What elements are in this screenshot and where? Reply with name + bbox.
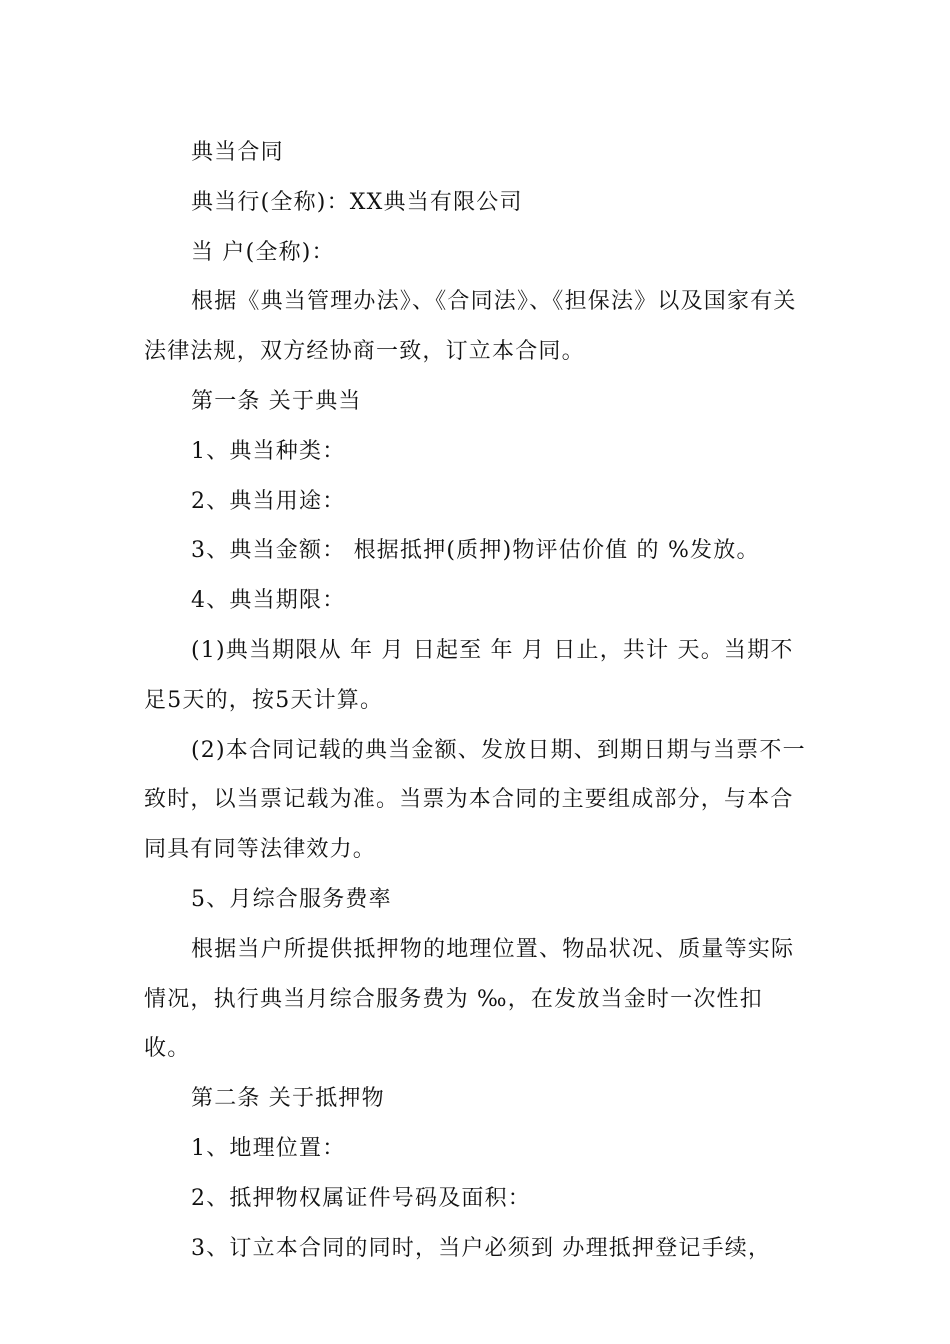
collateral-registration-line: 3、订立本合同的同时，当户必须到 办理抵押登记手续， xyxy=(191,1235,772,1261)
collateral-location-line: 1、地理位置： xyxy=(191,1135,346,1161)
service-fee-heading: 5、月综合服务费率 xyxy=(191,886,392,912)
document-title: 典当合同 xyxy=(191,140,284,165)
pawn-term-clause-1: (1)典当期限从 年 月 日起至 年 月 日止，共计 天。当期不足5天的，按5天计算。 xyxy=(144,637,794,713)
pawn-type-line: 1、典当种类： xyxy=(191,438,346,464)
service-fee-paragraph: 根据当户所提供抵押物的地理位置、物品状况、质量等实际情况，执行典当月综合服务费为 ‰，在发放当金时一次性扣收。 xyxy=(144,936,795,1062)
pawnshop-name-line: 典当行(全称)：XX典当有限公司 xyxy=(191,189,523,215)
customer-name-line: 当 户(全称)： xyxy=(191,239,335,265)
collateral-certificate-line: 2、抵押物权属证件号码及面积： xyxy=(191,1185,531,1211)
article-2-heading: 第二条 关于抵押物 xyxy=(191,1086,385,1112)
pawn-term-heading: 4、典当期限： xyxy=(191,588,346,614)
article-1-heading: 第一条 关于典当 xyxy=(191,388,362,414)
pawn-term-clause-2: (2)本合同记载的典当金额、发放日期、到期日期与当票不一致时，以当票记载为准。当票为本合同的主要组成部分，与本合同具有同等法律效力。 xyxy=(144,737,806,863)
pawn-amount-line: 3、典当金额： 根据抵押(质押)物评估价值 的 %发放。 xyxy=(191,538,760,564)
pawn-purpose-line: 2、典当用途： xyxy=(191,488,346,514)
preamble-paragraph: 根据《典当管理办法》、《合同法》、《担保法》以及国家有关法律法规，双方经协商一致，订立本合同。 xyxy=(144,289,797,365)
contract-body xyxy=(144,128,809,1273)
